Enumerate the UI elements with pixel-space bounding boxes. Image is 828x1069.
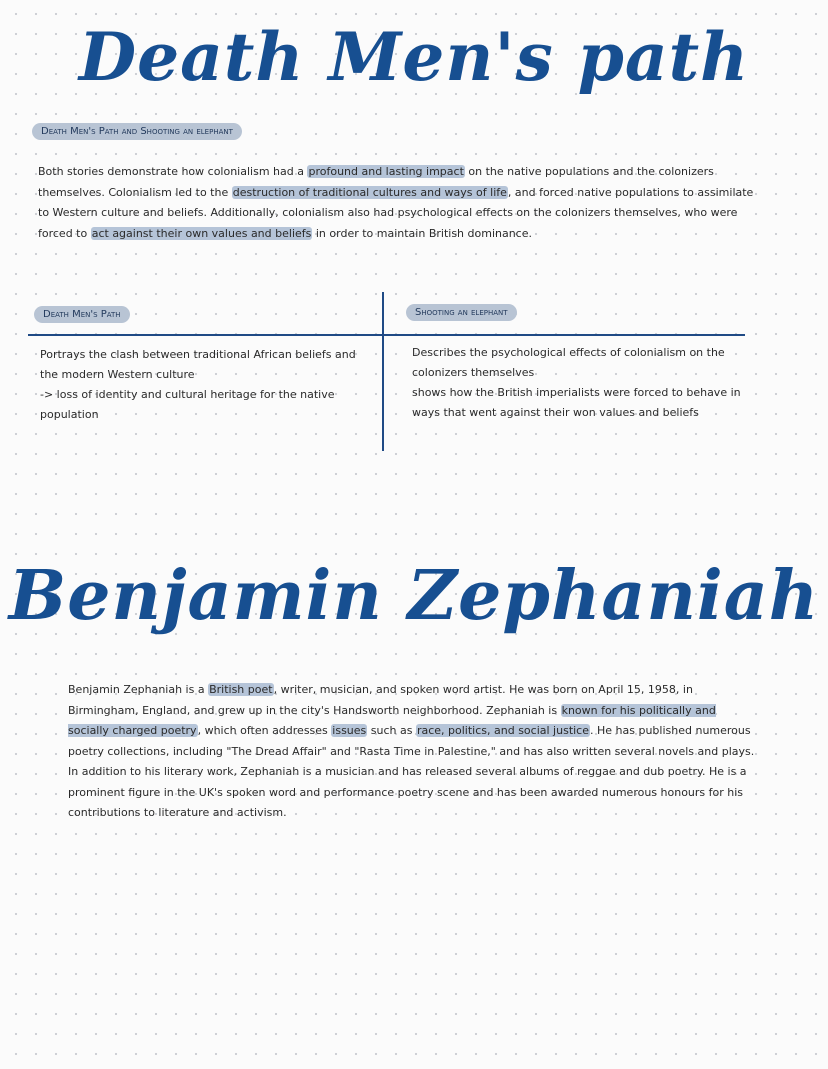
note-line: colonizers themselves <box>412 366 535 379</box>
note-line: shows how the British imperialists were forced to behave in <box>412 386 741 399</box>
table-vertical-divider <box>382 292 384 451</box>
highlighted-phrase: destruction of traditional cultures and ways of life <box>232 185 507 199</box>
right-column-header: Shooting an elephant <box>406 304 517 321</box>
highlighted-phrase: race, politics, and social justice <box>416 724 589 737</box>
highlighted-phrase: known for his politically and socially charged poetry <box>68 703 716 737</box>
note-line: population <box>40 408 99 421</box>
note-line: -> loss of identity and cultural heritage for the native <box>40 388 335 401</box>
text-run: . He has published numerous poetry collections, including "The Dread Affair" and "Rasta Time in Palestine," and has also written several novels and plays. In addition to his literary work, Zephaniah is a musician and has released several albums of reggae and dub poetry. He is a prominent figure in the UK's spoken word and performance poetry scene and has been awarded numerous honours for his contributions to literature and activism. <box>68 724 755 819</box>
highlighted-phrase: profound and lasting impact <box>308 165 464 178</box>
left-column-header: Death Men's Path <box>34 306 130 323</box>
text-run: on the native populations and the colonizers themselves. Colonialism led to the <box>38 165 714 199</box>
note-line: Portrays the clash between traditional African beliefs and <box>40 348 356 361</box>
text-run: , and forced native populations to assimilate to Western culture and beliefs. Additionally, colonialism also had psychological effects on the colonizers themselves, who were forced to <box>38 185 754 240</box>
table-horizontal-divider <box>28 334 745 336</box>
text-run: Benjamin Zephaniah is a <box>68 683 209 696</box>
page-title-death-mens-path: Death Men's path <box>78 18 750 96</box>
highlighted-phrase: British poet <box>209 683 273 696</box>
topic-chip: Death Men's Path and Shooting an elephant <box>32 123 242 140</box>
page-title-benjamin-zephaniah: Benjamin Zephaniah <box>8 556 820 636</box>
highlighted-phrase: issues <box>332 724 367 737</box>
intro-paragraph <box>38 162 760 244</box>
biography-paragraph <box>68 680 758 824</box>
note-line: Describes the psychological effects of colonialism on the <box>412 346 725 359</box>
text-run: such as <box>367 724 416 737</box>
text-run: , writer, musician, and spoken word artist. He was born on April 15, 1958, in Birmingham, England, and grew up in the city's Handsworth neighborhood. Zephaniah is <box>68 683 693 717</box>
text-run: in order to maintain British dominance. <box>312 226 532 240</box>
text-run: , which often addresses <box>197 724 332 737</box>
text-run: Both stories demonstrate how colonialism had a <box>38 165 308 178</box>
note-line: ways that went against their won values and beliefs <box>412 406 699 419</box>
right-column-notes <box>412 343 752 423</box>
highlighted-phrase: act against their own values and beliefs <box>91 226 312 240</box>
note-line: the modern Western culture <box>40 368 195 381</box>
left-column-notes <box>40 345 375 425</box>
